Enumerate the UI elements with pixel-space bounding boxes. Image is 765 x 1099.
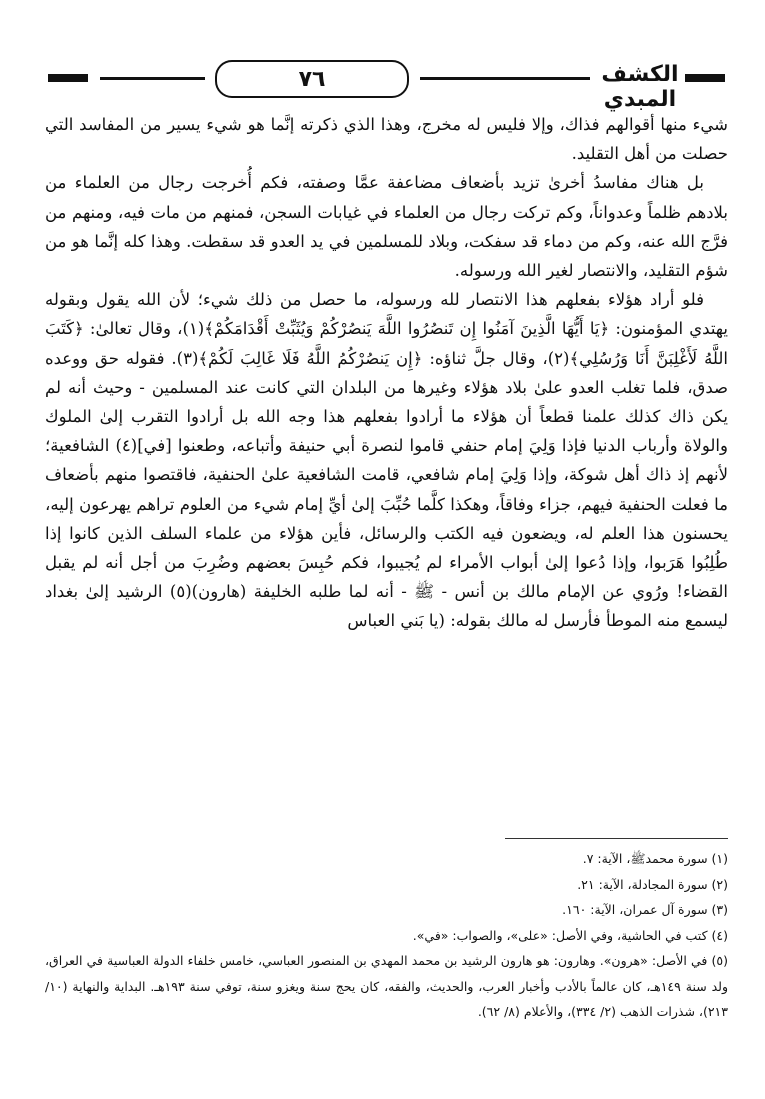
running-title: الكشف المبدي xyxy=(601,62,679,112)
page-header xyxy=(40,58,730,112)
footnotes xyxy=(45,846,728,1025)
footnote: (١) سورة محمدﷺ، الآية: ٧. xyxy=(582,851,728,866)
footnote: (٥) في الأصل: «هرون». وهارون: هو هارون الرشيد بن محمد المهدي بن المنصور العباسي، خامس خلفاء الدولة العباسية في العراق، ولد سنة ١٤٩هـ، كان عالماً بالأدب وأخبار العرب، والحديث، والفقه، كان يحج سنة ويغزو سنة، توفي سنة ١٩٣هـ. البداية والنهاية (١٠/ ٢١٣)، شذرات الذهب (٢/ ٣٣٤)، والأعلام (٨/ ٦٢). xyxy=(45,953,728,1019)
main-text xyxy=(45,110,728,636)
footnote: (٢) سورة المجادلة، الآية: ٢١. xyxy=(577,876,728,892)
footnote: (٤) كتب في الحاشية، وفي الأصل: «على»، والصواب: «في». xyxy=(412,927,728,943)
footnote-separator xyxy=(505,838,728,839)
header-ornament-right xyxy=(685,74,725,82)
page-number-text: ٧٦ xyxy=(298,66,326,92)
paragraph: شيء منها أقوالهم فذاك، وإلا فليس له مخرج، وهذا الذي ذكرته إنَّما هو شيء يسير من المفاسد التي حصلت من أهل التقليد. xyxy=(45,115,728,164)
footnote: (٣) سورة آل عمران، الآية: ١٦٠. xyxy=(562,902,728,917)
paragraph: بل هناك مفاسدُ أخرىٰ تزيد بأضعاف مضاعفة عمَّا وصفته، فكم أُخرجت رجال من العلماء من بلادهم ظلماً وعدواناً، وكم تركت رجال من العلماء في غيابات السجن، فمنهم من مات فيه، ومنهم من فرَّج الله عنه، وكم من دماء قد سفكت، وبلاد للمسلمين في يد العدو قد سقطت. وهذا كله إنَّما هو من شؤم التقليد، والانتصار لغير الله ورسوله. xyxy=(45,173,728,281)
header-rule-right xyxy=(420,77,590,80)
page-number xyxy=(215,60,409,98)
header-rule-left xyxy=(100,77,205,80)
header-ornament-left xyxy=(48,74,88,82)
paragraph: فلو أراد هؤلاء بفعلهم هذا الانتصار لله ورسوله، ما حصل من ذلك شيء؛ لأن الله يقول وبقوله يهتدي المؤمنون: ﴿يَا أَيُّهَا الَّذِينَ آمَنُوا إِن تَنصُرُوا اللَّهَ يَنصُرْكُمْ وَيُثَبِّتْ أَقْدَامَكُمْ﴾(١)، وقال تعالىٰ: ﴿كَتَبَ اللَّهُ لَأَغْلِبَنَّ أَنَا وَرُسُلِي﴾(٢)، وقال جلَّ ثناؤه: ﴿إِن يَنصُرْكُمُ اللَّهُ فَلَا غَالِبَ لَكُمْ﴾(٣). فقوله حق ووعده صدق، فلما تغلب العدو علىٰ بلاد هؤلاء وغيرها من البلدان التي كانت عند المسلمين - وحيث أنه لم يكن ذاك كذلك علمنا قطعاً أن هؤلاء ما أرادوا بفعلهم هذا وجه الله بل أرادوا التقرب إلىٰ الملوك والولاة وأرباب الدنيا فإذا وَلِيَ إمام حنفي قاموا لنصرة أبي حنيفة وأتباعه، وطعنوا [في](٤) الشافعية؛ لأنهم إذ ذاك أهل شوكة، وإذا وَلِيَ إمام شافعي، قامت الشافعية علىٰ الحنفية، فاقتصوا منهم بأضعاف ما فعلت الحنفية فيهم، جزاء وفاقاً، وهكذا كلَّما حُبِّبَ إلىٰ أيِّ إمام شيء من العلوم تراهم يهرعون إليه، يحسنون هذا العلم له، ويضعون فيه الكتب والرسائل، فأين هؤلاء من علماء السلف الذين كانوا إذا طُلِبُوا هَرَبوا، وإذا دُعوا إلىٰ أبواب الأمراء لم يُجيبوا، فكم حُبِسَ بعضهم وضُرِبَ من أجل أنه لم يقبل القضاء! ورُوي عن الإمام مالك بن أنس - ﷺ - أنه لما طلبه الخليفة (هارون)(٥) الرشيد إلىٰ بغداد ليسمع منه الموطأ فأرسل له مالك بقوله: (يا بَني العباس xyxy=(45,290,728,631)
